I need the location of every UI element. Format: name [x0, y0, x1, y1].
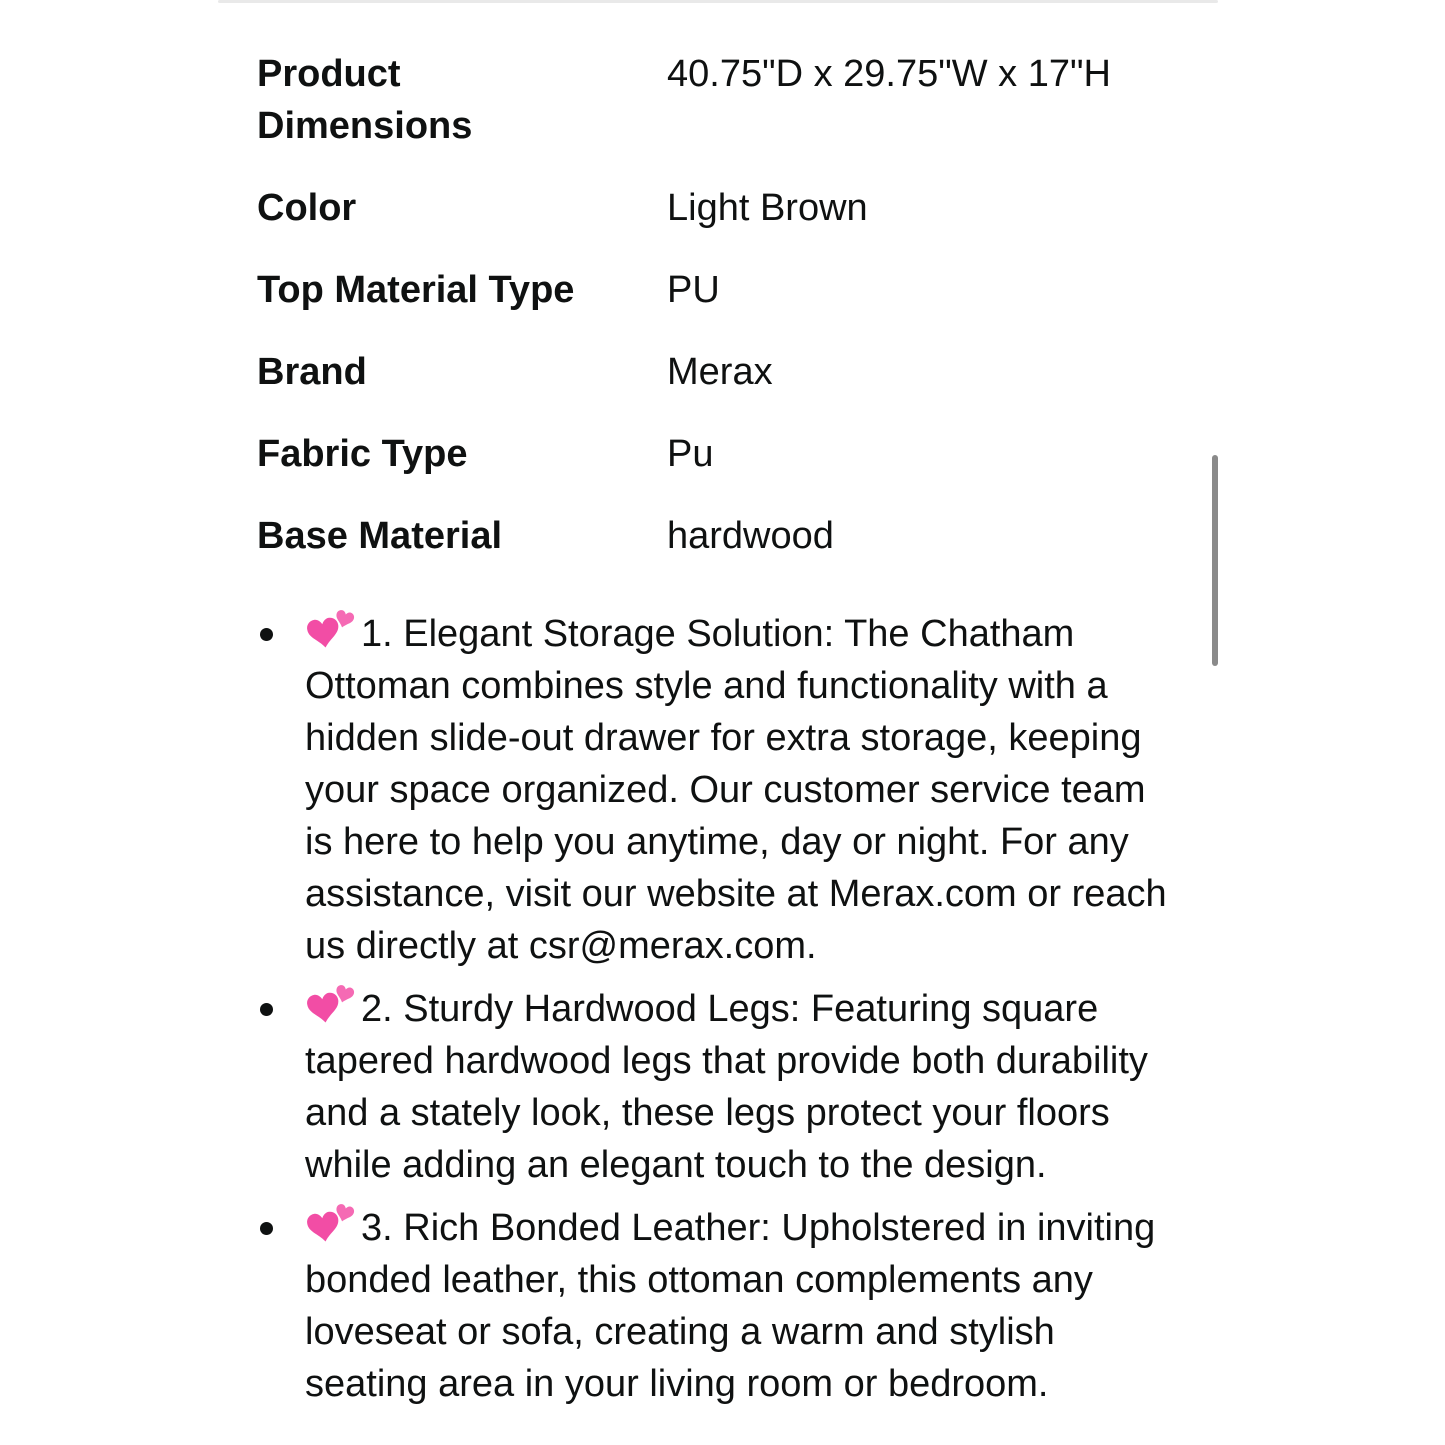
feature-bullet-item [257, 608, 1182, 972]
spec-value: Light Brown [667, 187, 868, 229]
spec-row-base-material [257, 510, 1182, 562]
two-hearts-icon [305, 983, 359, 1027]
feature-bullet-text: 2. Sturdy Hardwood Legs: Featuring square tapered hardwood legs that provide both durability and a stately look, these legs protect your floors while adding an elegant touch to the design. [305, 988, 1148, 1186]
spec-value: 40.75"D x 29.75"W x 17"H [667, 53, 1111, 95]
spec-value: hardwood [667, 515, 834, 557]
spec-row-top-material-type [257, 264, 1182, 316]
feature-bullet-item [257, 1202, 1182, 1410]
spec-label: Top Material Type [257, 269, 575, 311]
spec-row-color [257, 182, 1182, 234]
bullet-dot-icon [260, 1222, 273, 1235]
feature-bullet-text: 1. Elegant Storage Solution: The Chatham Ottoman combines style and functionality with a hidden slide-out drawer for extra storage, keeping your space organized. Our customer service team is here to help you anytime, day or night. For any assistance, visit our website at Merax.com or reach us directly at csr@merax.com. [305, 613, 1167, 967]
bullet-dot-icon [260, 628, 273, 641]
spec-label: Color [257, 187, 357, 229]
spec-row-fabric-type [257, 428, 1182, 480]
spec-label: Product Dimensions [257, 53, 473, 147]
feature-bullet-text: 3. Rich Bonded Leather: Upholstered in inviting bonded leather, this ottoman complements any loveseat or sofa, creating a warm and stylish seating area in your living room or bedroom. [305, 1207, 1156, 1405]
spec-row-product-dimensions [257, 48, 1182, 152]
feature-bullet-item [257, 983, 1182, 1191]
spec-label: Base Material [257, 515, 503, 557]
bullet-dot-icon [260, 1003, 273, 1016]
spec-value: Pu [667, 433, 714, 475]
spec-label: Brand [257, 351, 367, 393]
spec-label: Fabric Type [257, 433, 468, 475]
two-hearts-icon [305, 608, 359, 652]
product-details-section [257, 48, 1182, 1421]
spec-row-brand [257, 346, 1182, 398]
section-top-divider [218, 0, 1218, 3]
spec-value: Merax [667, 351, 773, 393]
spec-value: PU [667, 269, 720, 311]
product-spec-table [257, 48, 1182, 562]
vertical-scrollbar-thumb[interactable] [1212, 455, 1218, 666]
feature-bullet-list [257, 608, 1182, 1410]
two-hearts-icon [305, 1202, 359, 1246]
